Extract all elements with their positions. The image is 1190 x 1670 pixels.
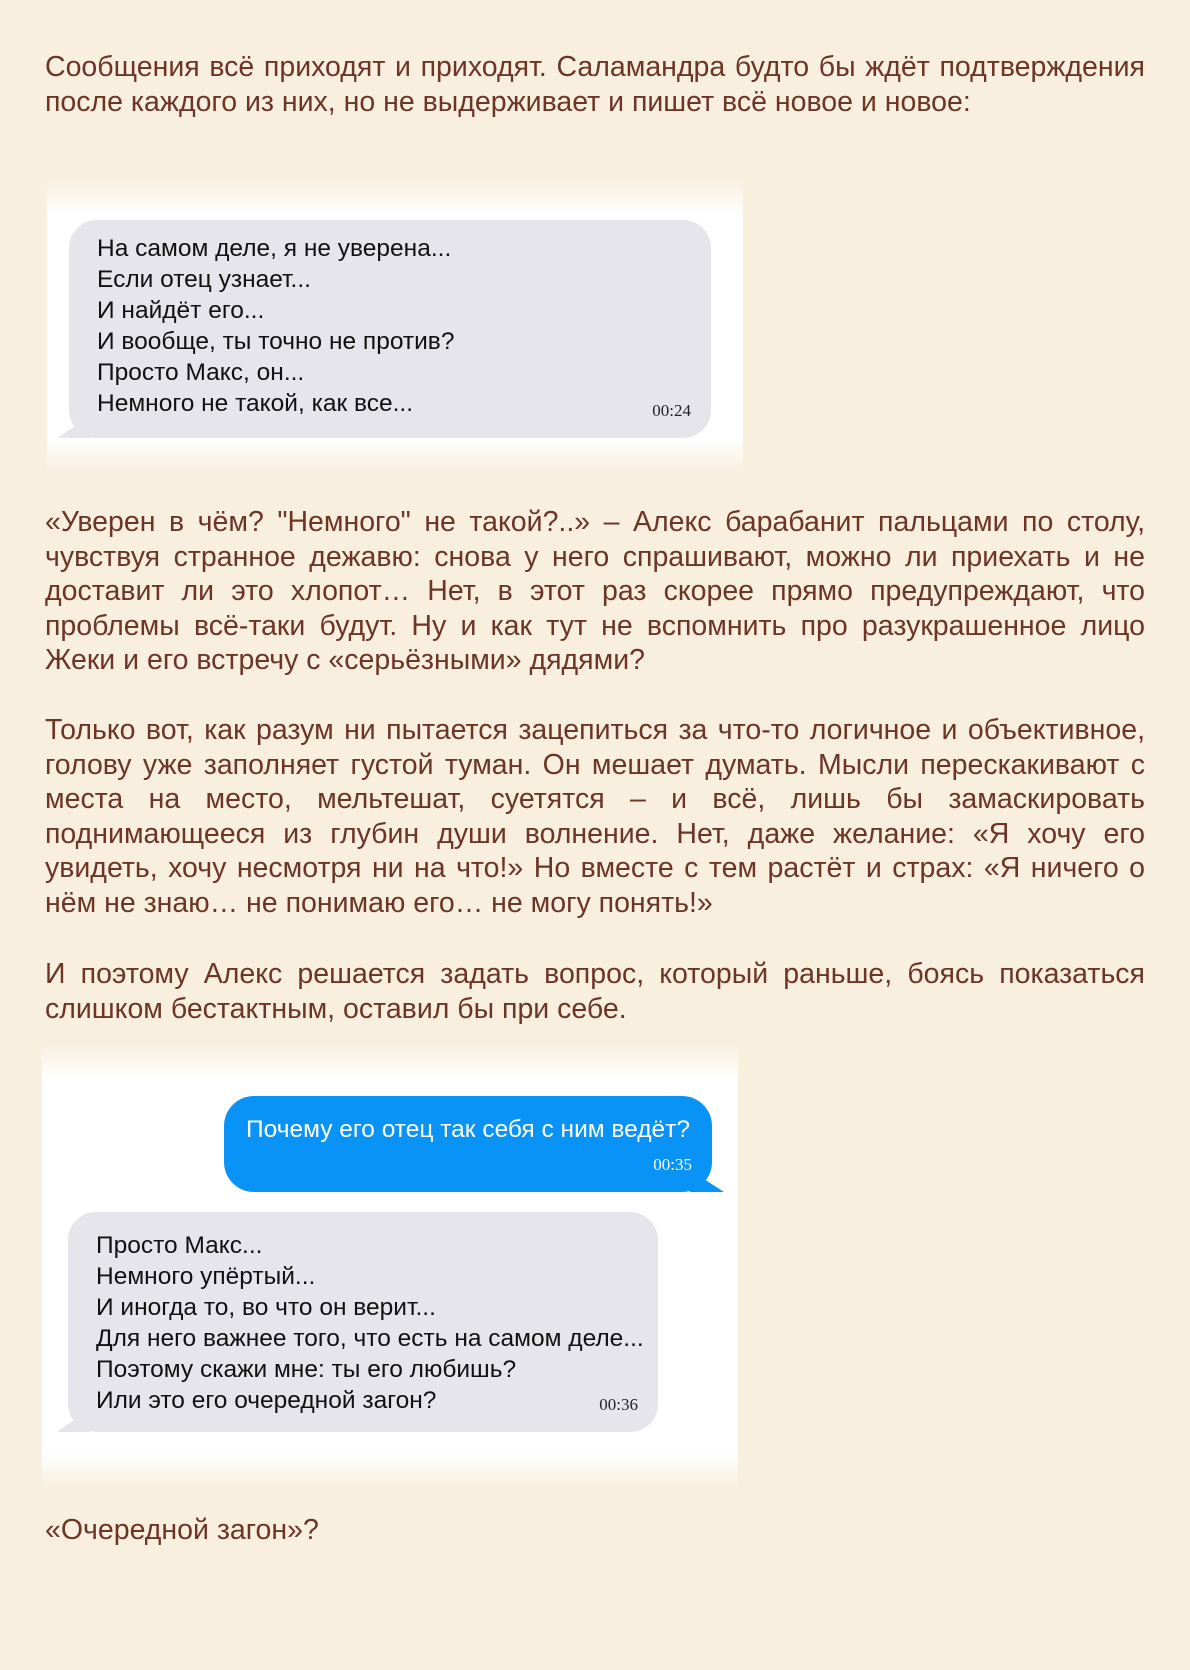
outgoing-message-bubble — [224, 1096, 712, 1192]
incoming-message-bubble — [69, 220, 711, 438]
message-line: Просто Макс, он... — [97, 359, 305, 386]
message-line: Или это его очередной загон? — [96, 1387, 437, 1414]
narrative-paragraph-1: Сообщения всё приходят и приходят. Саламандра будто бы ждёт подтверждения после каждого из них, но не выдерживает и пишет всё новое и новое: — [45, 51, 1145, 118]
narrative-paragraph-5: «Очередной загон»? — [45, 1514, 319, 1546]
message-line: Для него важнее того, что есть на самом деле... — [96, 1325, 644, 1352]
message-timestamp: 00:36 — [599, 1395, 638, 1414]
message-line: Просто Макс... — [96, 1232, 263, 1259]
chat-screenshot-1 — [47, 180, 743, 472]
message-line: И иногда то, во что он верит... — [96, 1294, 436, 1321]
message-line: Если отец узнает... — [97, 266, 311, 293]
message-line: Немного упёртый... — [96, 1263, 316, 1290]
narrative-paragraph-2: «Уверен в чём? "Немного" не такой?..» – Алекс барабанит пальцами по столу, чувствуя странное дежавю: снова у него спрашивают, можно ли приехать и не доставит ли это хлопот… Нет, в этот раз скорее прямо предупреждают, что проблемы всё-таки будут. Ну и как тут не вспомнить про разукрашенное лицо Жеки и его встречу с «серьёзными» дядями? — [45, 506, 1145, 677]
message-line: На самом деле, я не уверена... — [97, 235, 452, 262]
message-line: Поэтому скажи мне: ты его любишь? — [96, 1356, 517, 1383]
message-timestamp: 00:24 — [652, 401, 691, 420]
narrative-paragraph-4: И поэтому Алекс решается задать вопрос, который раньше, боясь показаться слишком бестактным, оставил бы при себе. — [45, 958, 1145, 1025]
message-line: И вообще, ты точно не против? — [97, 328, 455, 355]
message-text: Почему его отец так себя с ним ведёт? — [246, 1116, 691, 1143]
message-timestamp: 00:35 — [653, 1155, 692, 1174]
narrative-paragraph-3: Только вот, как разум ни пытается зацепиться за что-то логичное и объективное, голову уже заполняет густой туман. Он мешает думать. Мысли перескакивают с места на место, мельтешат, суетятся – и всё, лишь бы замаскировать поднимающееся из глубин души волнение. Нет, даже желание: «Я хочу его увидеть, хочу несмотря ни на что!» Но вместе с тем растёт и страх: «Я ничего о нём не знаю… не понимаю его… не могу понять!» — [45, 714, 1145, 919]
incoming-message-bubble — [68, 1212, 658, 1432]
message-line: Немного не такой, как все... — [97, 390, 414, 417]
bubble-tail — [57, 416, 91, 438]
bubble-tail — [56, 1410, 90, 1432]
message-line: И найдёт его... — [97, 297, 265, 324]
bubble-tail — [690, 1170, 724, 1192]
chat-screenshot-2 — [42, 1045, 738, 1487]
